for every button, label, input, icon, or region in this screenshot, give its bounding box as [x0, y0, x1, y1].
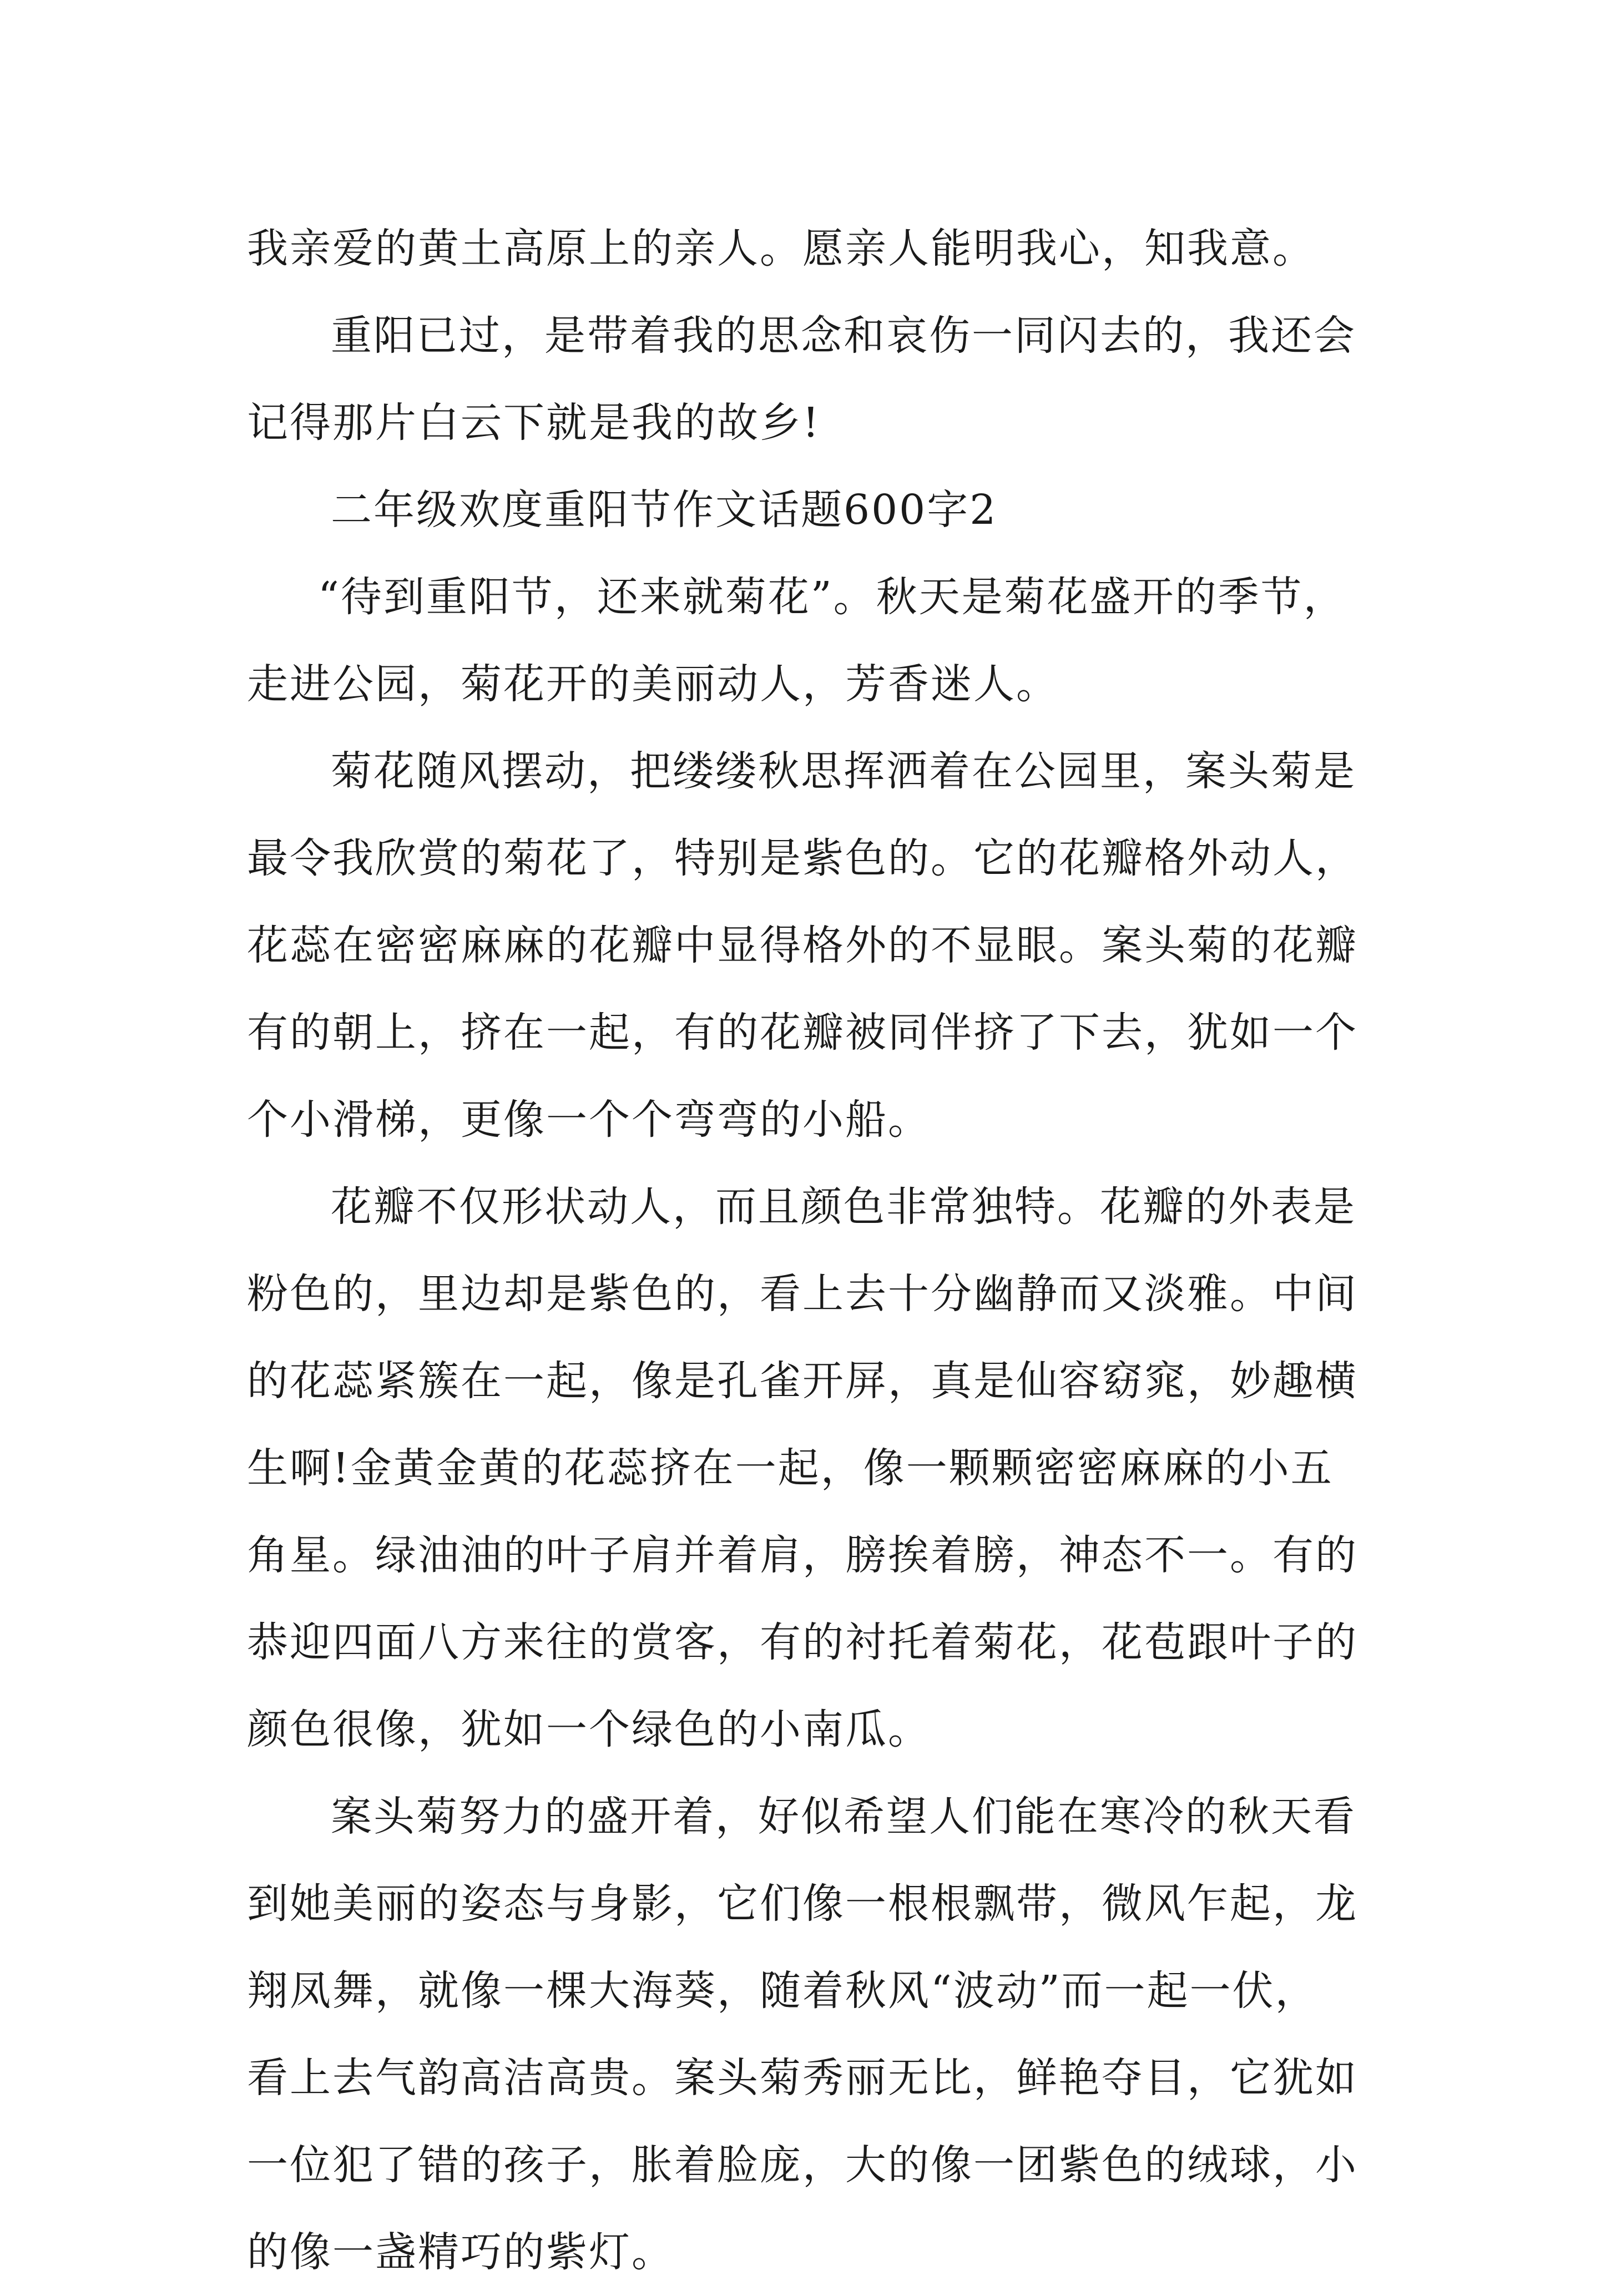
text-line: 恭迎四面八方来往的赏客，有的衬托着菊花，花苞跟叶子的 — [247, 1619, 1358, 1666]
paragraph-first-line: “待到重阳节，还来就菊花”。秋天是菊花盛开的季节， — [318, 573, 1346, 621]
text-line: 生啊!金黄金黄的花蕊挤在一起，像一颗颗密密麻麻的小五 — [247, 1444, 1334, 1492]
text-line: 翔凤舞，就像一棵大海葵，随着秋风“波动”而一起一伏， — [247, 1967, 1318, 2015]
section-title: 二年级欢度重阳节作文话题600字2 — [331, 486, 998, 534]
text-line: 一位犯了错的孩子，胀着脸庞，大的像一团紫色的绒球，小 — [247, 2141, 1358, 2189]
text-line: 颜色很像，犹如一个绿色的小南瓜。 — [247, 1706, 931, 1753]
paragraph-first-line: 重阳已过，是带着我的思念和哀伤一同闪去的，我还会 — [331, 312, 1356, 360]
text-line: 我亲爱的黄土高原上的亲人。愿亲人能明我心，知我意。 — [247, 225, 1315, 272]
text-line: 最令我欣赏的菊花了，特别是紫色的。它的花瓣格外动人， — [247, 835, 1358, 882]
paragraph-first-line: 案头菊努力的盛开着，好似希望人们能在寒冷的秋天看 — [331, 1793, 1356, 1840]
text-line: 看上去气韵高洁高贵。案头菊秀丽无比，鲜艳夺目，它犹如 — [247, 2054, 1358, 2102]
text-line: 粉色的，里边却是紫色的，看上去十分幽静而又淡雅。中间 — [247, 1270, 1358, 1318]
text-line: 记得那片白云下就是我的故乡! — [247, 399, 821, 447]
text-line: 到她美丽的姿态与身影，它们像一根根飘带，微风乍起，龙 — [247, 1880, 1358, 1928]
text-line: 个小滑梯，更像一个个弯弯的小船。 — [247, 1096, 931, 1144]
paragraph-first-line: 菊花随风摆动，把缕缕秋思挥洒着在公园里，案头菊是 — [331, 747, 1356, 795]
text-line: 走进公园，菊花开的美丽动人，芳香迷人。 — [247, 660, 1059, 708]
text-line: 有的朝上，挤在一起，有的花瓣被同伴挤了下去，犹如一个 — [247, 1009, 1358, 1056]
text-line: 角星。绿油油的叶子肩并着肩，膀挨着膀，神态不一。有的 — [247, 1531, 1358, 1579]
paragraph-first-line: 花瓣不仅形状动人，而且颜色非常独特。花瓣的外表是 — [331, 1183, 1356, 1231]
essay-body — [247, 205, 1385, 2296]
text-line: 的花蕊紧簇在一起，像是孔雀开屏，真是仙容窈窕，妙趣横 — [247, 1357, 1358, 1405]
text-line: 花蕊在密密麻麻的花瓣中显得格外的不显眼。案头菊的花瓣 — [247, 922, 1358, 969]
text-line: 的像一盏精巧的紫灯。 — [247, 2228, 674, 2276]
